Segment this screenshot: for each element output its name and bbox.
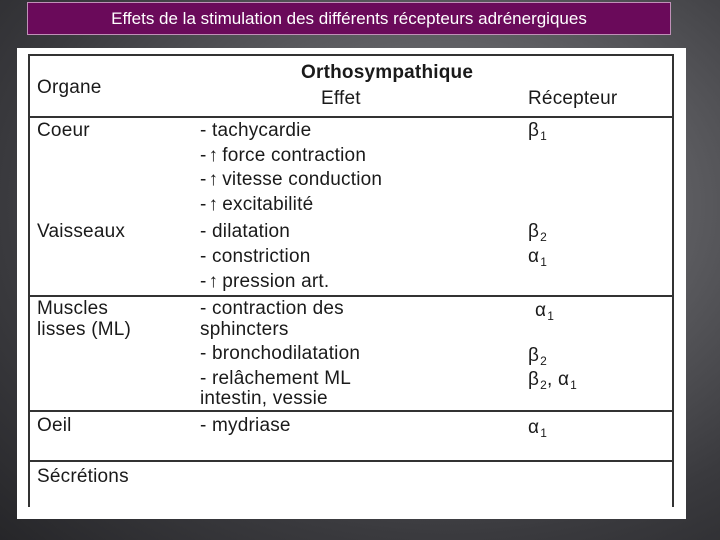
effect-text: vitesse conduction [222, 169, 383, 190]
row-separator [28, 410, 673, 412]
effect-mydriase: - mydriase [200, 415, 291, 436]
receptor-vaisseaux-2 [528, 245, 547, 274]
effect-text: force contraction [222, 145, 367, 166]
slide-title: Effets de la stimulation des différents récepteurs adrénergiques [27, 2, 671, 35]
receptor-symbol: β [528, 221, 540, 242]
table-top-border [28, 54, 673, 56]
effect-relachement-ml: - relâchement ML [200, 368, 352, 389]
row-separator [28, 460, 673, 462]
receptor-subscript: 2 [540, 354, 548, 368]
receptor-symbol: α [557, 369, 570, 390]
header-system: Orthosympathique [301, 62, 474, 83]
organ-secretions: Sécrétions [37, 466, 129, 487]
effect-excitabilite [200, 193, 313, 217]
receptor-subscript: 1 [547, 309, 555, 323]
up-arrow-icon: ↑ [208, 194, 219, 215]
receptor-symbol: α [528, 417, 540, 438]
effect-contraction-des: - contraction des [200, 298, 344, 319]
table-panel [17, 48, 686, 519]
receptor-symbol: α [535, 300, 547, 321]
dash: - [200, 271, 207, 292]
effect-text: excitabilité [222, 194, 314, 215]
effect-constriction: - constriction [200, 246, 311, 267]
table-left-border [28, 54, 30, 507]
row-separator [28, 295, 673, 297]
effect-bronchodilatation: - bronchodilatation [200, 343, 361, 364]
header-separator [28, 116, 673, 118]
effect-pression-art [200, 270, 329, 294]
dash: - [200, 169, 207, 190]
effect-intestin-vessie: intestin, vessie [200, 388, 328, 409]
receptor-coeur [528, 119, 547, 148]
up-arrow-icon: ↑ [208, 145, 219, 166]
receptor-table [28, 54, 683, 507]
dash: - [200, 194, 207, 215]
receptor-subscript: 2 [540, 230, 548, 244]
organ-oeil: Oeil [37, 415, 72, 436]
receptor-symbol: β [528, 345, 540, 366]
receptor-subscript: 1 [540, 255, 548, 269]
receptor-symbol: β [528, 120, 540, 141]
receptor-oeil [528, 416, 547, 445]
effect-vitesse-conduction [200, 168, 382, 192]
receptor-separator: , [547, 369, 558, 390]
organ-muscles-line2: lisses (ML) [37, 319, 132, 340]
organ-coeur: Coeur [37, 120, 90, 141]
effect-sphincters: sphincters [200, 319, 289, 340]
up-arrow-icon: ↑ [208, 169, 219, 190]
up-arrow-icon: ↑ [208, 271, 219, 292]
effect-force-contraction [200, 144, 366, 168]
header-recepteur: Récepteur [528, 88, 618, 109]
effect-text: pression art. [222, 271, 330, 292]
receptor-symbol: β [528, 369, 540, 390]
organ-muscles-line1: Muscles [37, 298, 109, 319]
receptor-symbol: α [528, 246, 540, 267]
header-effet: Effet [321, 88, 361, 109]
organ-vaisseaux: Vaisseaux [37, 221, 126, 242]
receptor-subscript: 1 [540, 129, 548, 143]
table-right-border [672, 54, 674, 507]
receptor-subscript: 1 [570, 378, 578, 392]
receptor-muscles-1 [535, 299, 554, 328]
dash: - [200, 145, 207, 166]
header-organe: Organe [37, 77, 102, 98]
effect-dilatation: - dilatation [200, 221, 291, 242]
receptor-muscles-3 [528, 368, 577, 397]
receptor-subscript: 1 [540, 426, 548, 440]
effect-tachycardie: - tachycardie [200, 120, 312, 141]
receptor-subscript: 2 [540, 378, 548, 392]
